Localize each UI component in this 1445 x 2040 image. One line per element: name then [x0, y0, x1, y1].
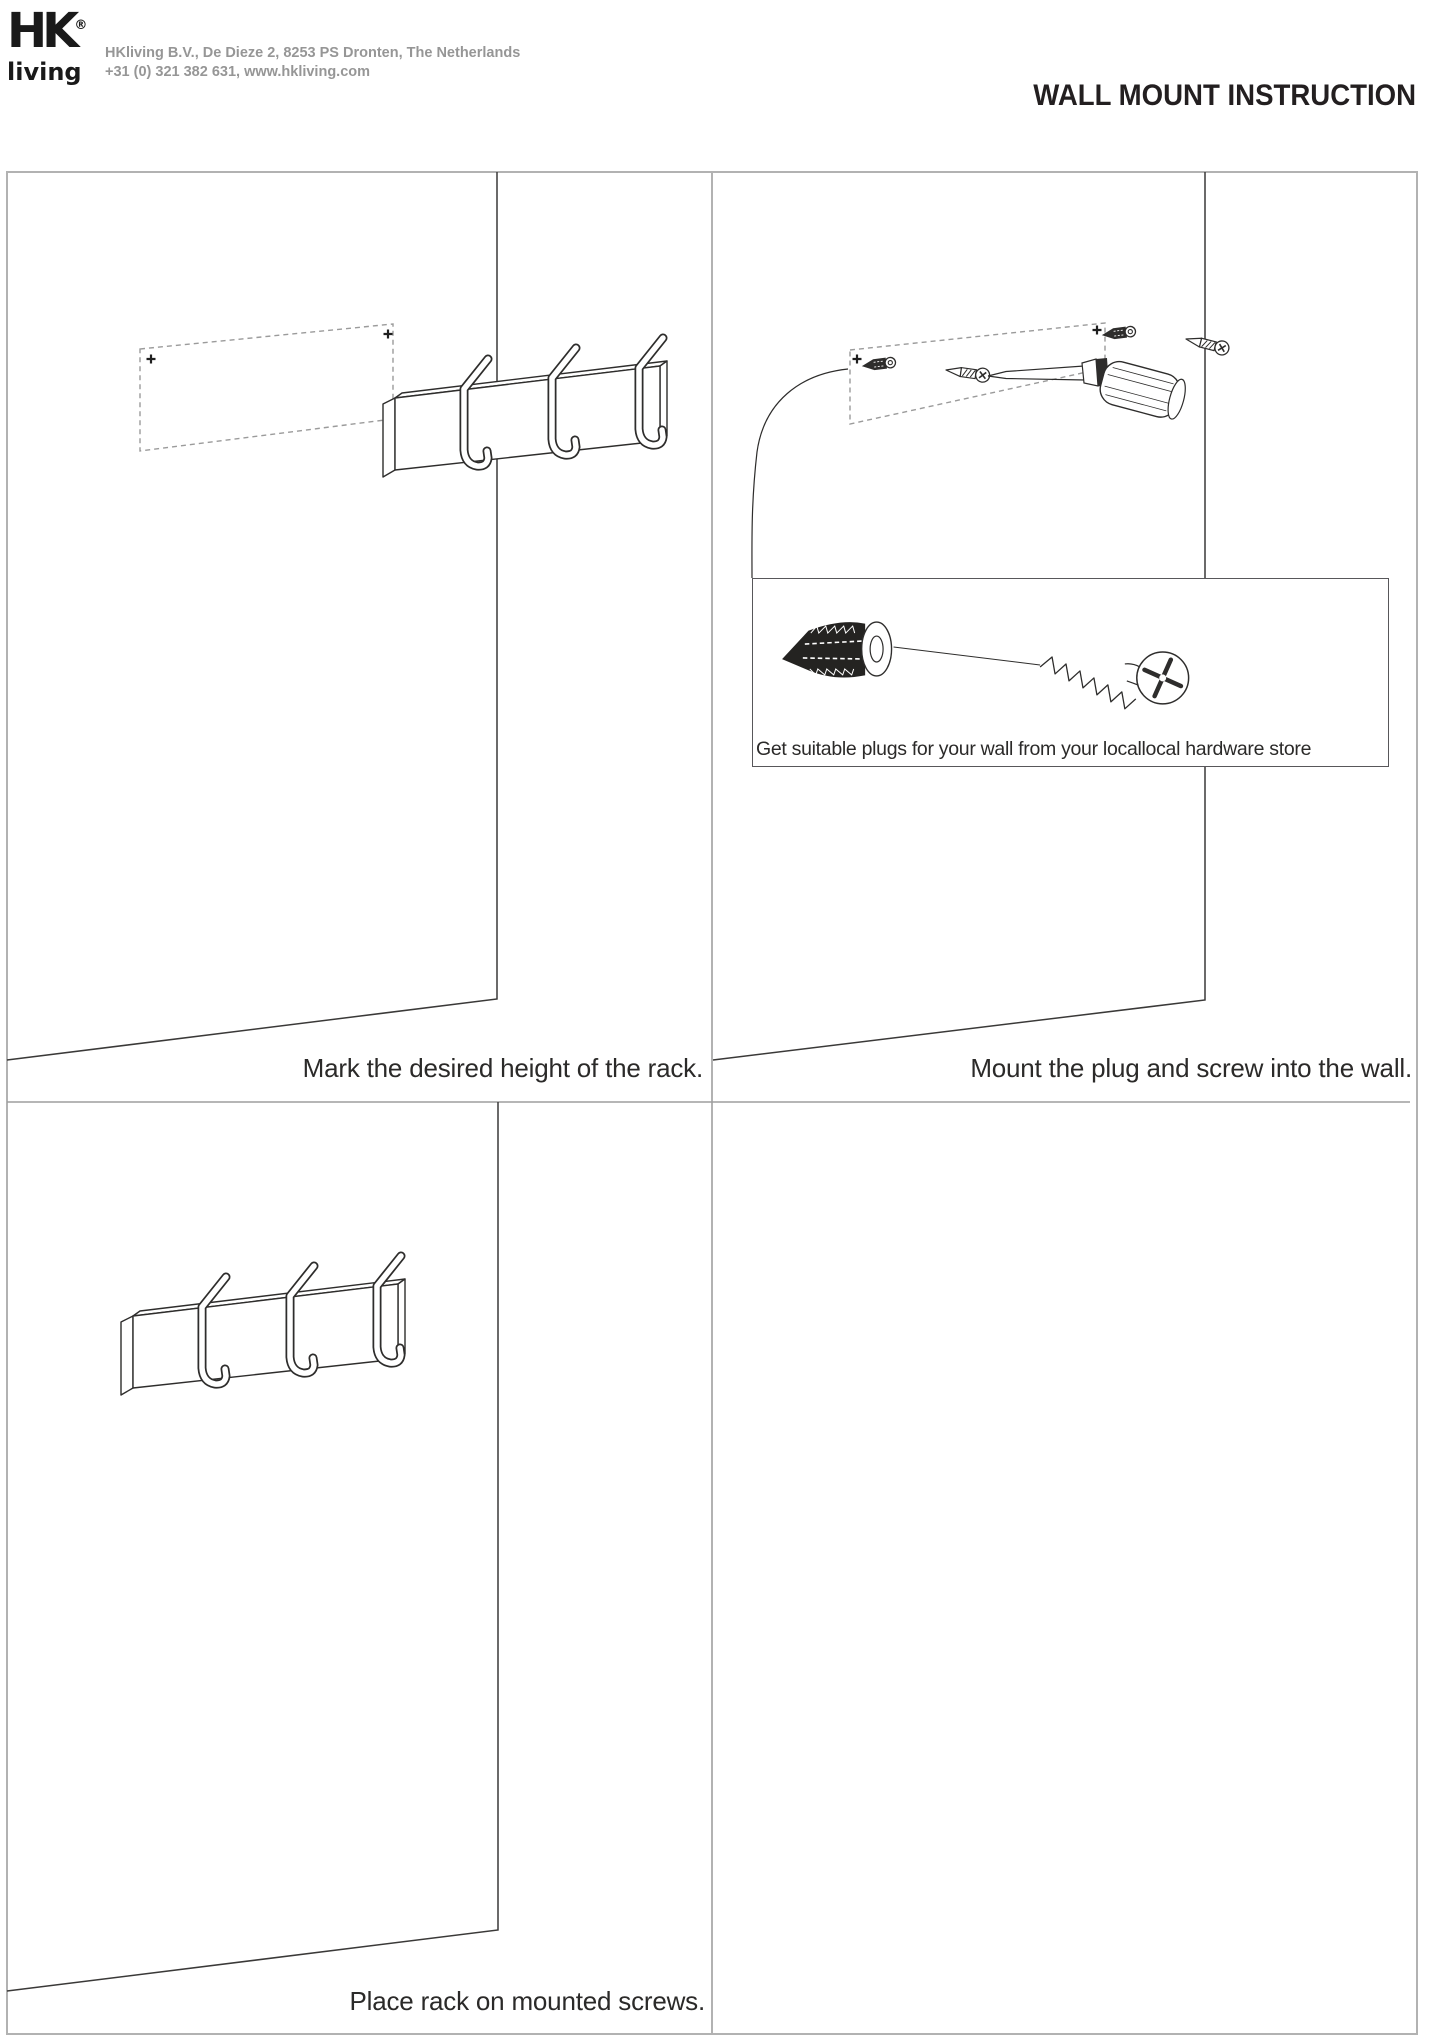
rack-illustration [383, 338, 667, 477]
leader-curve [752, 369, 848, 578]
page-title: WALL MOUNT INSTRUCTION [1033, 79, 1416, 112]
step3-caption: Place rack on mounted screws. [349, 1986, 705, 2016]
registered-trademark-icon: ® [74, 18, 88, 33]
step3-illustration [7, 1102, 498, 1991]
leader-line [894, 647, 1041, 665]
drill-mark-icon [1093, 326, 1102, 335]
marking-outline-dashed [140, 324, 393, 451]
drill-mark-icon [147, 355, 156, 364]
rack-illustration [121, 1256, 405, 1395]
plug-and-screw-illustration [753, 579, 1388, 727]
screw-icon [1184, 332, 1230, 356]
wall-outline [7, 172, 497, 1060]
wall-plug-icon [862, 357, 896, 371]
step1-caption: Mark the desired height of the rack. [302, 1053, 703, 1083]
plug-note-text: Get suitable plugs for your wall from your locallocal hardware store [756, 738, 1312, 760]
wall-outline [7, 1102, 498, 1991]
address-line-2: +31 (0) 321 382 631, www.hkliving.com [105, 64, 371, 80]
logo-living-text: living [7, 58, 82, 86]
logo-hk-text: HK® [7, 3, 88, 59]
drill-mark-icon [853, 355, 862, 364]
drill-mark-icon [384, 330, 393, 339]
wall-plug-icon [1102, 326, 1136, 340]
screw-large-icon [1040, 652, 1189, 709]
step2-caption: Mount the plug and screw into the wall. [970, 1053, 1412, 1083]
plug-note-box [752, 578, 1389, 767]
address-line-1: HKliving B.V., De Dieze 2, 8253 PS Dronten, The Netherlands [105, 45, 521, 61]
wall-plug-large-icon [783, 622, 892, 677]
step1-illustration [7, 172, 667, 1060]
screw-icon [945, 363, 991, 383]
screwdriver-illustration [988, 358, 1189, 422]
